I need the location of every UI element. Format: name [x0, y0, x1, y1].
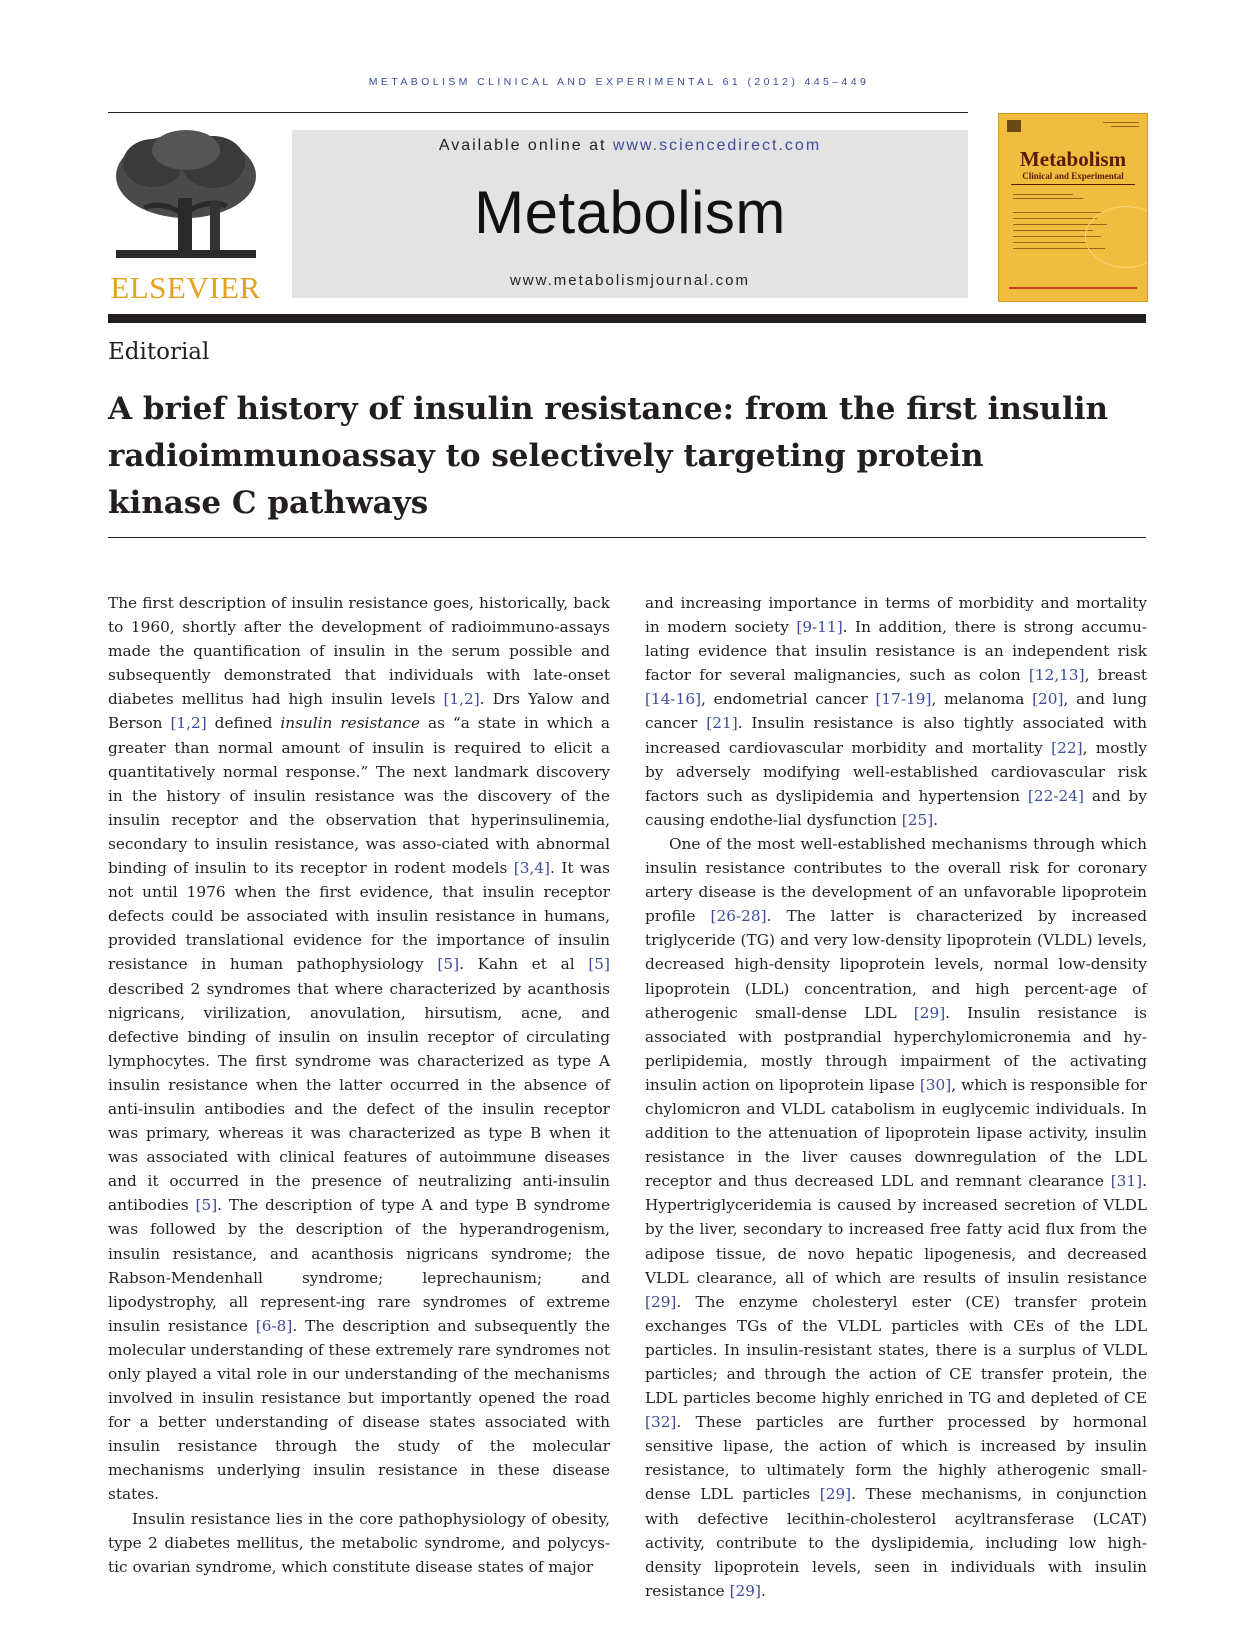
body-text: , and lung cancer	[645, 690, 1147, 733]
citation-link[interactable]: [29]	[645, 1292, 677, 1311]
cover-divider	[1011, 184, 1135, 185]
citation-link[interactable]: [6-8]	[255, 1316, 293, 1335]
citation-link[interactable]: [14-16]	[645, 690, 702, 709]
citation-link[interactable]: [1,2]	[443, 690, 480, 709]
body-text: . Hypertriglyceridemia is caused by increased secretion of VLDL by the liver, secondary to increased free fatty acid flux from the adipose tissue, de novo hepatic lipogenesis, and decreased VLDL clearance, all of which are results of insulin resistance	[645, 1172, 1147, 1287]
cover-text-line	[1013, 194, 1073, 195]
available-online	[292, 137, 968, 155]
cover-subtitle: Clinical and Experimental	[1022, 171, 1124, 181]
cover-logo-icon	[1007, 120, 1021, 132]
cover-footer-bar	[1009, 287, 1137, 289]
body-text: One of the most well-established mechanisms through which insulin resistance contributes to the overall risk for coronary artery disease is the development of an unfavorable lipoprotein profile	[645, 834, 1147, 926]
body-text: and increasing importance in terms of morbidity and mortality in modern society	[645, 594, 1147, 637]
citation-link[interactable]: [32]	[645, 1413, 677, 1432]
body-text: . The description and subsequently the molecular understanding of these extremely rare syndromes not only played a vital role in our understanding of the mechanisms involved in insulin resistance but importantly opened the road for a better understanding of disease states associated with insulin resistance through the study of the molecular mechanisms underlying insulin resistance in these disease states.	[108, 1316, 610, 1504]
body-text: The first description of insulin resistance goes, historically, back to 1960, shortly after the development of radioimmuno-assays made the quantification of insulin in the serum possible and subsequently demonstrated that individuals with late-onset diabetes mellitus had high insulin levels	[108, 594, 610, 709]
citation-link[interactable]: [29]	[913, 1003, 946, 1022]
cover-text-line	[1013, 230, 1093, 231]
title-line: A brief history of insulin resistance: from the first insulin	[108, 391, 1109, 427]
body-text: . The description of type A and type B syndrome was followed by the description of the hyperandrogenism, insulin resistance, and acanthosis nigricans syndrome; the Rabson-Mendenhall syndrome; leprechaunism; and lipodystrophy, all represent-ing rare syndromes of extreme insulin resistance	[108, 1196, 610, 1335]
cover-text-line	[1013, 198, 1083, 199]
elsevier-logo	[108, 128, 263, 305]
body-text: . Insulin resistance is also tightly associated with increased cardiovascular morbidity and mortality	[645, 714, 1147, 757]
header-rule	[108, 112, 968, 113]
body-text: . Drs Yalow and Berson	[108, 690, 610, 733]
citation-link[interactable]: [5]	[437, 955, 460, 974]
cover-text-line	[1013, 212, 1103, 213]
citation-link[interactable]: [5]	[195, 1196, 218, 1215]
body-text: .	[933, 810, 939, 829]
emphasis-term: insulin resistance	[280, 714, 421, 733]
elsevier-wordmark: ELSEVIER	[110, 270, 261, 305]
cover-text-line	[1013, 242, 1087, 243]
body-text: , mostly by adversely modifying well-established cardiovascular risk factors such as dyslipidemia and hypertension	[645, 738, 1147, 805]
body-text: and by causing endothe-lial dysfunction	[645, 786, 1147, 829]
body-paragraph	[108, 1507, 610, 1579]
body-paragraph	[108, 591, 610, 1507]
citation-link[interactable]: [22-24]	[1027, 786, 1084, 805]
body-column-left	[108, 591, 610, 1579]
journal-name: Metabolism	[474, 179, 786, 246]
body-column-right	[645, 591, 1147, 1603]
cover-text-line	[1013, 218, 1097, 219]
journal-url[interactable]: www.metabolismjournal.com	[509, 272, 751, 289]
body-text: . In addition, there is strong accumu-lating evidence that insulin resistance is an independent risk factor for several malignancies, such as colon	[645, 618, 1147, 685]
body-text: Insulin resistance lies in the core pathophysiology of obesity, type 2 diabetes mellitus, the metabolic syndrome, and polycys-tic ovarian syndrome, which constitute disease states of major	[108, 1509, 610, 1576]
title-line: kinase C pathways	[108, 485, 429, 521]
citation-link[interactable]: [30]	[919, 1075, 952, 1094]
section-label: Editorial	[108, 339, 210, 365]
citation-link[interactable]: [3,4]	[513, 859, 551, 878]
title-line: radioimmunoassay to selectively targeting protein	[108, 438, 984, 474]
body-text: as “a state in which a greater than normal amount of insulin is required to elicit a quantitatively normal response.” The next landmark discovery in the history of insulin resistance was the discovery of the insulin receptor and the observation that hyperinsulinemia, secondary to insulin resistance, was asso-ciated with abnormal binding of insulin to its receptor in rodent models	[108, 714, 610, 878]
body-text: . The enzyme cholesteryl ester (CE) transfer protein exchanges TGs of the VLDL particles with CEs of the LDL particles. In insulin-resistant states, there is a surplus of VLDL particles; and through the action of CE transfer protein, the LDL particles become highly enriched in TG and depleted of CE	[645, 1292, 1147, 1408]
body-text: , which is responsible for chylomicron and VLDL catabolism in euglycemic individuals. In addition to the attenuation of lipoprotein lipase activity, insulin resistance in the liver causes downregulation of the LDL receptor and thus decreased LDL and remnant clearance	[645, 1075, 1147, 1191]
body-text: , breast	[1084, 666, 1148, 685]
body-paragraph	[645, 591, 1147, 832]
citation-link[interactable]: [12,13]	[1028, 666, 1085, 685]
cover-title: Metabolism	[1019, 147, 1127, 171]
body-text: . Kahn et al	[459, 955, 589, 974]
citation-link[interactable]: [1,2]	[170, 714, 207, 733]
journal-cover	[998, 113, 1148, 302]
available-prefix: Available online at	[438, 137, 613, 154]
body-text: . The latter is characterized by increased triglyceride (TG) and very low-density lipoprotein (VLDL) levels, decreased high-density lipoprotein levels, normal low-density lipoprotein (LDL) concentration, and high percent-age of atherogenic small-dense LDL	[645, 907, 1147, 1022]
running-head: METABOLISM CLINICAL AND EXPERIMENTAL 61 (2012) 445–449	[368, 76, 870, 88]
citation-link[interactable]: [9-11]	[796, 618, 843, 637]
cover-issue-line	[1111, 126, 1139, 127]
sciencedirect-link[interactable]: www.sciencedirect.com	[612, 137, 822, 154]
body-text: , melanoma	[931, 690, 1033, 709]
citation-link[interactable]: [31]	[1110, 1172, 1143, 1191]
citation-link[interactable]: [17-19]	[875, 690, 932, 709]
title-rule	[108, 537, 1146, 538]
body-text: , endometrial cancer	[701, 690, 876, 709]
tree-icon	[108, 128, 263, 266]
header-thick-rule	[108, 314, 1146, 323]
journal-banner	[292, 130, 968, 298]
citation-link[interactable]: [22]	[1051, 738, 1083, 757]
citation-link[interactable]: [26-28]	[710, 907, 767, 926]
cover-decoration	[1085, 206, 1148, 268]
article-title	[108, 386, 1148, 527]
citation-link[interactable]: [20]	[1032, 690, 1064, 709]
citation-link[interactable]: [29]	[819, 1485, 852, 1504]
body-text: . Insulin resistance is associated with postprandial hyperchylomicronemia and hy-perlipidemia, mostly through impairment of the activating insulin action on lipoprotein lipase	[645, 1003, 1148, 1094]
cover-issue-line	[1103, 122, 1139, 123]
citation-link[interactable]: [21]	[706, 714, 738, 733]
body-text: defined	[206, 714, 281, 733]
body-text: . These particles are further processed by hormonal sensitive lipase, the action of which is increased by insulin resistance, to ultimately form the highly atherogenic small-dense LDL particles	[645, 1413, 1147, 1504]
body-text: . It was not until 1976 when the first evidence, that insulin receptor defects could be associated with insulin resistance in humans, provided translational evidence for the importance of insulin resistance in human pathophysiology	[108, 859, 610, 974]
citation-link[interactable]: [25]	[901, 810, 934, 829]
body-text: .	[760, 1581, 766, 1600]
body-text: . These mechanisms, in conjunction with defective lecithin-cholesterol acyltransferase (LCAT) activity, contribute to the dyslipidemia, including low high-density lipoprotein levels, seen in individuals with insulin resistance	[645, 1485, 1147, 1600]
body-paragraph	[645, 832, 1147, 1603]
citation-link[interactable]: [29]	[729, 1581, 761, 1600]
citation-link[interactable]: [5]	[588, 955, 610, 974]
body-text: described 2 syndromes that where characterized by acanthosis nigricans, virilization, anovulation, hirsutism, acne, and defective binding of insulin on insulin receptor of circulating lymphocytes. The first syndrome was characterized as type A insulin resistance when the latter occurred in the absence of anti-insulin antibodies and the defect of the insulin receptor was primary, whereas it was characterized as type B when it was associated with clinical features of autoimmune diseases and it occurred in the presence of neutralizing anti-insulin antibodies	[108, 979, 610, 1215]
